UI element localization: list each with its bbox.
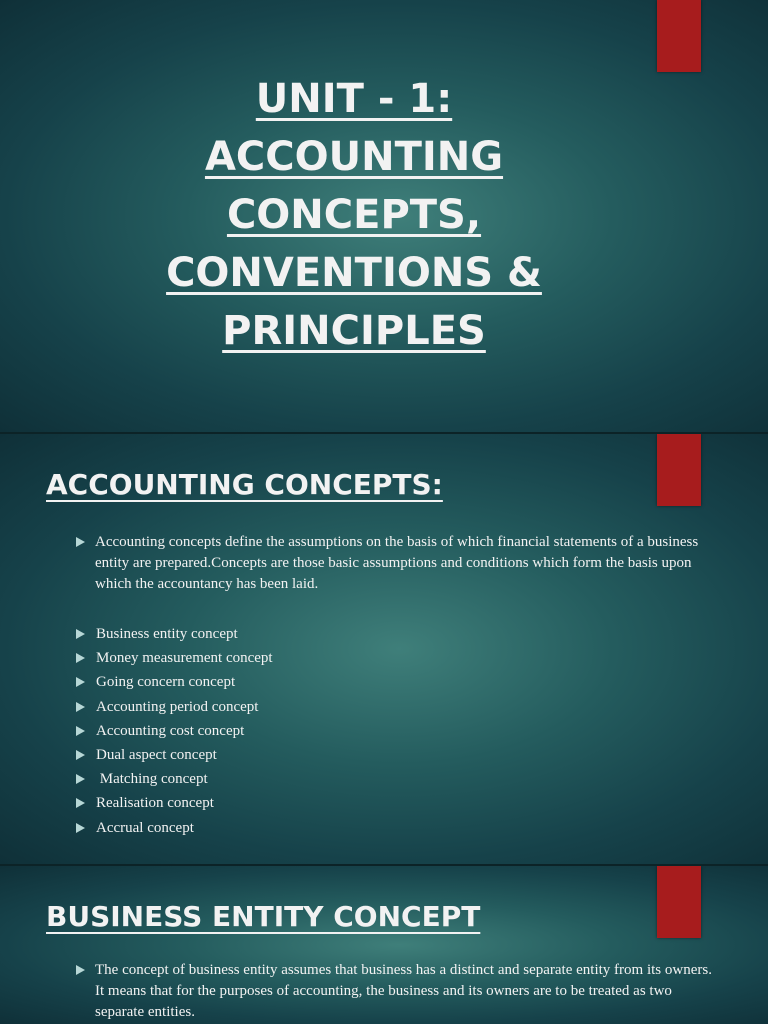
- red-accent-tab: [657, 866, 701, 938]
- triangle-bullet-icon: [76, 677, 85, 687]
- list-item-text: Dual aspect concept: [96, 746, 217, 763]
- intro-text: The concept of business entity assumes that business has a distinct and separate entity from its owners. It means that for the purposes of accounting, the business and its owners are to be treated as two separate entities.: [95, 962, 712, 1020]
- triangle-bullet-icon: [76, 629, 85, 639]
- intro-bullet: [76, 960, 715, 1023]
- list-item: [76, 670, 273, 694]
- intro-bullet: [76, 532, 715, 595]
- list-item-text: Money measurement concept: [96, 650, 273, 667]
- list-item-text: Accounting period concept: [96, 698, 259, 715]
- list-item: [76, 791, 273, 815]
- list-item-text: Realisation concept: [96, 795, 214, 812]
- title-line-1: UNIT - 1:: [255, 76, 453, 122]
- list-item: [76, 695, 273, 719]
- list-item: [76, 743, 273, 767]
- triangle-bullet-icon: [76, 823, 85, 833]
- list-item: [76, 767, 273, 791]
- triangle-bullet-icon: [76, 774, 85, 784]
- slide-heading: ACCOUNTING CONCEPTS:: [46, 468, 443, 501]
- red-accent-tab: [657, 0, 701, 72]
- triangle-bullet-icon: [76, 653, 85, 663]
- slide-title-heading: [60, 70, 648, 360]
- list-item-text: Accounting cost concept: [96, 722, 245, 739]
- triangle-bullet-icon: [76, 798, 85, 808]
- slide-heading: BUSINESS ENTITY CONCEPT: [46, 900, 481, 933]
- list-item: [76, 622, 273, 646]
- triangle-bullet-icon: [76, 702, 85, 712]
- triangle-bullet-icon: [76, 965, 85, 975]
- list-item-text: Accrual concept: [96, 819, 194, 836]
- title-line-3: CONCEPTS,: [226, 192, 482, 238]
- concepts-list: [76, 622, 273, 840]
- triangle-bullet-icon: [76, 726, 85, 736]
- slide-business-entity-concept: [0, 866, 768, 1024]
- title-line-4: CONVENTIONS &: [166, 250, 542, 296]
- list-item-text: Going concern concept: [96, 674, 236, 691]
- list-item-text: Matching concept: [96, 771, 208, 788]
- triangle-bullet-icon: [76, 750, 85, 760]
- list-item: [76, 646, 273, 670]
- list-item: [76, 816, 273, 840]
- title-line-2: ACCOUNTING: [204, 134, 504, 180]
- list-item-text: Business entity concept: [96, 626, 238, 642]
- slide-accounting-concepts: [0, 434, 768, 864]
- list-item: [76, 719, 273, 743]
- intro-text: Accounting concepts define the assumptions on the basis of which financial statements of a business entity are prepared.Concepts are those basic assumptions and conditions which form the basis upon which the accountancy has been laid.: [95, 534, 699, 592]
- title-line-5: PRINCIPLES: [222, 308, 486, 354]
- slide-title: [0, 0, 768, 432]
- red-accent-tab: [657, 434, 701, 506]
- triangle-bullet-icon: [76, 537, 85, 547]
